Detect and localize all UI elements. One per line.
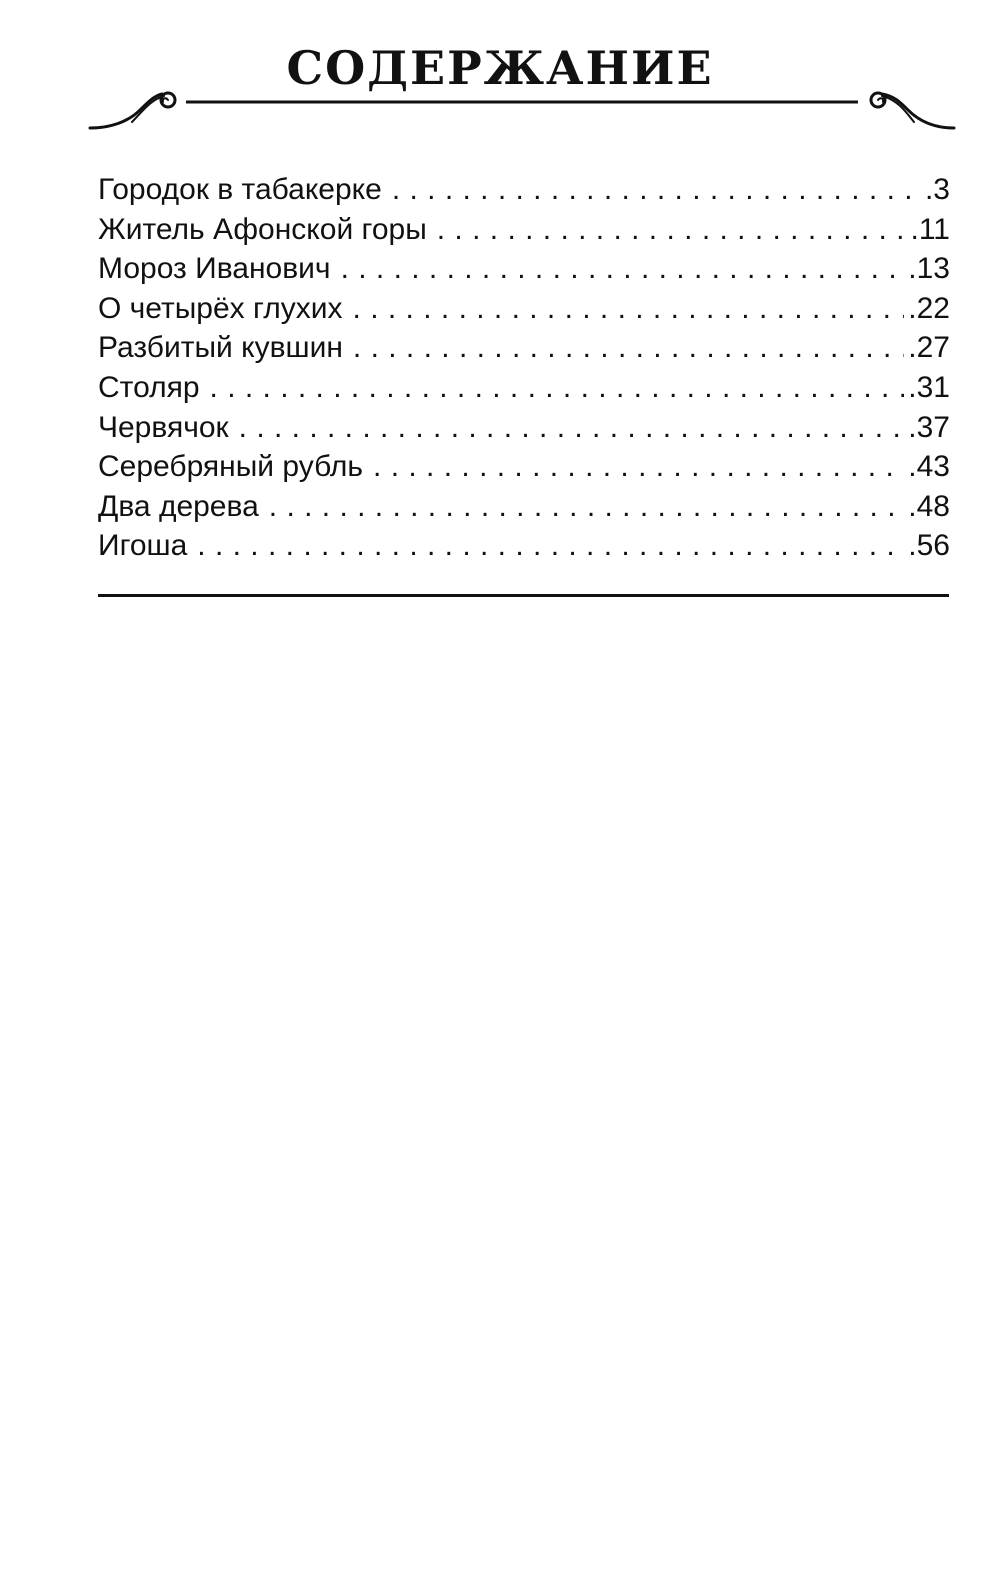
table-of-contents: [98, 170, 950, 566]
toc-leader-dots: [437, 210, 907, 250]
toc-entry-page: .31: [908, 370, 950, 404]
toc-entry-title: Городок в табакерке: [98, 173, 382, 206]
toc-leader-dots: [197, 526, 904, 566]
toc-entry-title: Житель Афонской горы: [98, 212, 427, 246]
title-ornament: [88, 78, 956, 134]
toc-entry-page: .37: [908, 410, 950, 444]
toc-leader-dots: [353, 328, 904, 368]
right-flourish-icon: [871, 93, 954, 128]
bottom-divider: [98, 594, 949, 597]
toc-entry-title: Разбитый кувшин: [98, 331, 343, 365]
toc-entry: [98, 249, 950, 289]
toc-entry-title: Два дерева: [98, 489, 259, 523]
toc-entry: [98, 487, 950, 527]
left-flourish-icon: [90, 93, 175, 128]
toc-entry-title: Столяр: [98, 370, 200, 404]
toc-leader-dots: [239, 408, 905, 448]
toc-entry-title: Игоша: [98, 529, 188, 563]
toc-entry: [98, 289, 950, 329]
toc-leader-dots: [341, 249, 905, 289]
toc-leader-dots: [269, 487, 905, 527]
toc-entry-page: .56: [908, 529, 950, 563]
toc-entry-page: .48: [908, 489, 950, 523]
toc-leader-dots: [353, 289, 905, 329]
toc-entry: [98, 368, 950, 408]
toc-entry-title: О четырёх глухих: [98, 291, 343, 325]
toc-entry-page: .13: [908, 252, 950, 286]
toc-entry: [98, 447, 950, 487]
toc-entry-page: .3: [924, 173, 950, 206]
toc-entry-title: Мороз Иванович: [98, 252, 331, 286]
toc-entry-page: .27: [908, 331, 950, 365]
toc-leader-dots: [373, 447, 904, 487]
toc-leader-dots: [210, 368, 905, 408]
toc-entry: [98, 328, 950, 368]
toc-entry-page: .43: [908, 450, 950, 484]
toc-entry-page: .22: [908, 291, 950, 325]
toc-entry: [98, 408, 950, 448]
toc-entry: [98, 170, 950, 210]
toc-entry-page: .11: [910, 212, 950, 246]
toc-entry: [98, 210, 950, 250]
toc-leader-dots: [392, 170, 921, 210]
toc-entry-title: Червячок: [98, 410, 229, 444]
toc-entry-title: Серебряный рубль: [98, 450, 364, 484]
toc-entry: [98, 526, 950, 566]
page-title: СОДЕРЖАНИЕ: [286, 41, 714, 95]
